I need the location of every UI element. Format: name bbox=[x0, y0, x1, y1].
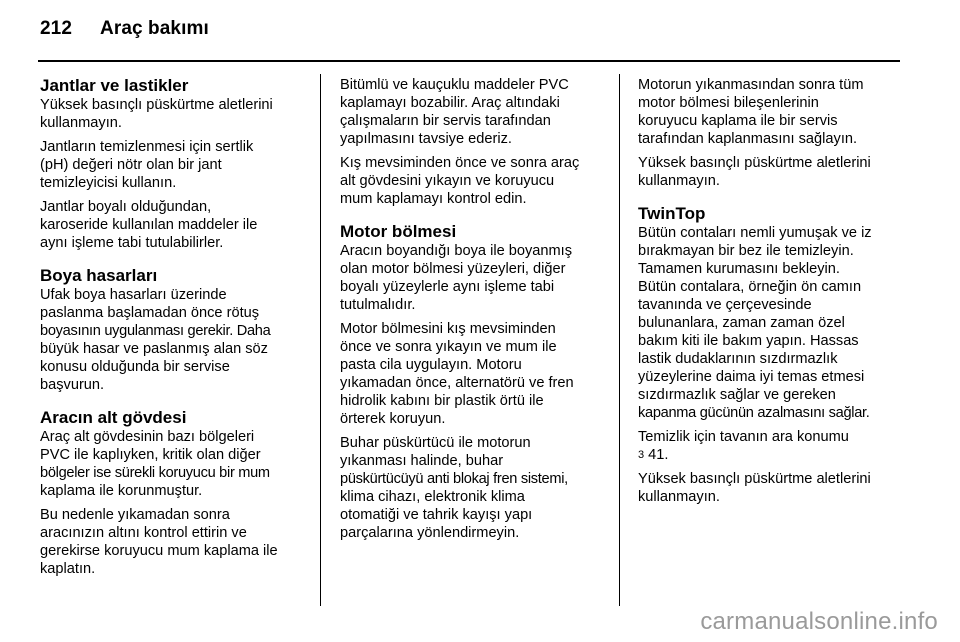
text-line: Tamamen kurumasını bekleyin. bbox=[638, 261, 840, 277]
paragraph bbox=[638, 154, 910, 190]
paragraph bbox=[40, 138, 312, 192]
text-line: Araç alt gövdesinin bazı bölgeleri bbox=[40, 429, 255, 445]
text-line: kaplamayı bozabilir. Araç altındaki bbox=[340, 95, 560, 111]
text-line: mum kaplamayı kontrol edin. bbox=[340, 191, 527, 207]
text-line: bulunanlara, zaman zaman özel bbox=[638, 315, 845, 331]
text-line: kullanmayın. bbox=[638, 489, 720, 505]
text-line: püskürtücüyü anti blokaj fren sistemi, bbox=[340, 471, 568, 487]
text-line: gerekirse koruyucu mum kaplama ile bbox=[40, 543, 278, 559]
section-title-twintop: TwinTop bbox=[638, 204, 706, 223]
text-line: otomatiği ve tahrik kayışı yapı bbox=[340, 507, 533, 523]
paragraph bbox=[40, 198, 312, 252]
paragraph bbox=[638, 76, 910, 148]
column-1 bbox=[40, 76, 312, 592]
paragraph bbox=[638, 428, 910, 464]
text-line: bakım kiti ile bakım yapın. Hassas bbox=[638, 333, 859, 349]
column-divider-1 bbox=[320, 74, 321, 606]
paragraph bbox=[340, 154, 612, 208]
text-line: alt gövdesini yıkayın ve koruyucu bbox=[340, 173, 555, 189]
text-line: Motorun yıkanmasından sonra tüm bbox=[638, 77, 864, 93]
column-divider-2 bbox=[619, 74, 620, 606]
text-line: başvurun. bbox=[40, 377, 105, 393]
text-line: aynı işleme tabi tutulabilirler. bbox=[40, 235, 224, 251]
text-line: (pH) değeri nötr olan bir jant bbox=[40, 157, 222, 173]
column-2 bbox=[340, 76, 612, 556]
text-line: olan motor bölmesi yüzeyleri, diğer bbox=[340, 261, 566, 277]
text-line: temizleyicisi kullanın. bbox=[40, 175, 177, 191]
text-line: Bütün contalara, örneğin ön camın bbox=[638, 279, 862, 295]
text-line: Bitümlü ve kauçuklu maddeler PVC bbox=[340, 77, 569, 93]
text-line: yüzeylerine daima iyi temas etmesi bbox=[638, 369, 865, 385]
page-number: 212 bbox=[40, 18, 73, 39]
page-reference-icon: 3 bbox=[638, 449, 645, 461]
section-title-motor-bolmesi: Motor bölmesi bbox=[340, 222, 457, 241]
paragraph bbox=[340, 76, 612, 148]
page-reference-number: 41. bbox=[648, 447, 669, 463]
section-alt-govde bbox=[40, 408, 312, 578]
text-line: kullanmayın. bbox=[638, 173, 720, 189]
text-line: paslanma başlamadan önce rötuş bbox=[40, 305, 260, 321]
text-line: kaplatın. bbox=[40, 561, 96, 577]
column-3 bbox=[638, 76, 910, 520]
text-line: klima cihazı, elektronik klima bbox=[340, 489, 525, 505]
section-title-jantlar: Jantlar ve lastikler bbox=[40, 76, 189, 95]
paragraph bbox=[40, 286, 312, 394]
text-line: Yüksek basınçlı püskürtme aletlerini bbox=[638, 155, 871, 171]
text-line: kapanma gücünün azalmasını sağlar. bbox=[638, 405, 870, 421]
text-line: koruyucu kaplama ile bir servis bbox=[638, 113, 838, 129]
section-title-alt-govde: Aracın alt gövdesi bbox=[40, 408, 187, 427]
text-line: çalışmaların bir servis tarafından bbox=[340, 113, 551, 129]
text-line: Aracın boyandığı boya ile boyanmış bbox=[340, 243, 573, 259]
section-title-boya: Boya hasarları bbox=[40, 266, 158, 285]
text-line: karoseride kullanılan maddeler ile bbox=[40, 217, 258, 233]
section-jantlar bbox=[40, 76, 312, 252]
text-line: Temizlik için tavanın ara konumu bbox=[638, 429, 849, 445]
text-line: parçalarına yönlendirmeyin. bbox=[340, 525, 520, 541]
paragraph bbox=[638, 470, 910, 506]
section-motor-bolmesi bbox=[340, 222, 612, 542]
text-line: yıkamadan önce, alternatörü ve fren bbox=[340, 375, 574, 391]
text-line: yapılmasını tavsiye ederiz. bbox=[340, 131, 512, 147]
page-title: Araç bakımı bbox=[100, 18, 209, 39]
text-line: tarafından kaplanmasını sağlayın. bbox=[638, 131, 858, 147]
text-line: Ufak boya hasarları üzerinde bbox=[40, 287, 227, 303]
text-line: motor bölmesi bileşenlerinin bbox=[638, 95, 819, 111]
text-line: Jantlar boyalı olduğundan, bbox=[40, 199, 212, 215]
text-line: önce ve sonra yıkayın ve mum ile bbox=[340, 339, 557, 355]
text-line: Kış mevsiminden önce ve sonra araç bbox=[340, 155, 580, 171]
header-divider bbox=[38, 60, 900, 62]
text-line: aracınızın altını kontrol ettirin ve bbox=[40, 525, 247, 541]
text-line: örterek koruyun. bbox=[340, 411, 446, 427]
text-line: boyalı yüzeylerle aynı işleme tabi bbox=[340, 279, 555, 295]
section-intro-col2 bbox=[340, 76, 612, 208]
text-line: kullanmayın. bbox=[40, 115, 122, 131]
paragraph bbox=[40, 428, 312, 500]
text-line: bölgeler ise sürekli koruyucu bir mum bbox=[40, 465, 270, 481]
text-line: tavanında ve çerçevesinde bbox=[638, 297, 812, 313]
text-line: büyük hasar ve paslanmış alan söz bbox=[40, 341, 268, 357]
text-line: kaplama ile korunmuştur. bbox=[40, 483, 203, 499]
text-line: Yüksek basınçlı püskürtme aletlerini bbox=[638, 471, 871, 487]
paragraph bbox=[40, 96, 312, 132]
text-line: sızdırmazlık sağlar ve gereken bbox=[638, 387, 836, 403]
text-line: PVC ile kaplıyken, kritik olan diğer bbox=[40, 447, 261, 463]
paragraph bbox=[340, 320, 612, 428]
section-boya bbox=[40, 266, 312, 394]
text-line: boyasının uygulanması gerekir. Daha bbox=[40, 323, 271, 339]
text-line: bırakmayan bir bez ile temizleyin. bbox=[638, 243, 854, 259]
section-intro-col3 bbox=[638, 76, 910, 190]
paragraph bbox=[340, 434, 612, 542]
section-twintop bbox=[638, 204, 910, 506]
text-line: lastik dudaklarının sızdırmazlık bbox=[638, 351, 838, 367]
page-reference[interactable] bbox=[638, 446, 910, 464]
text-line: tutulmalıdır. bbox=[340, 297, 416, 313]
paragraph bbox=[40, 506, 312, 578]
text-line: pasta cila uygulayın. Motoru bbox=[340, 357, 522, 373]
text-line: yıkanması halinde, buhar bbox=[340, 453, 504, 469]
text-line: Jantların temizlenmesi için sertlik bbox=[40, 139, 254, 155]
paragraph bbox=[340, 242, 612, 314]
text-line: Yüksek basınçlı püskürtme aletlerini bbox=[40, 97, 273, 113]
text-line: Buhar püskürtücü ile motorun bbox=[340, 435, 531, 451]
text-line: Motor bölmesini kış mevsiminden bbox=[340, 321, 556, 337]
watermark: carmanualsonline.info bbox=[700, 608, 938, 635]
text-line: Bu nedenle yıkamadan sonra bbox=[40, 507, 230, 523]
text-line: hidrolik kabını bir plastik örtü ile bbox=[340, 393, 544, 409]
text-line: Bütün contaları nemli yumuşak ve iz bbox=[638, 225, 872, 241]
page-header bbox=[40, 18, 209, 48]
paragraph bbox=[638, 224, 910, 422]
text-line: konusu olduğunda bir servise bbox=[40, 359, 230, 375]
